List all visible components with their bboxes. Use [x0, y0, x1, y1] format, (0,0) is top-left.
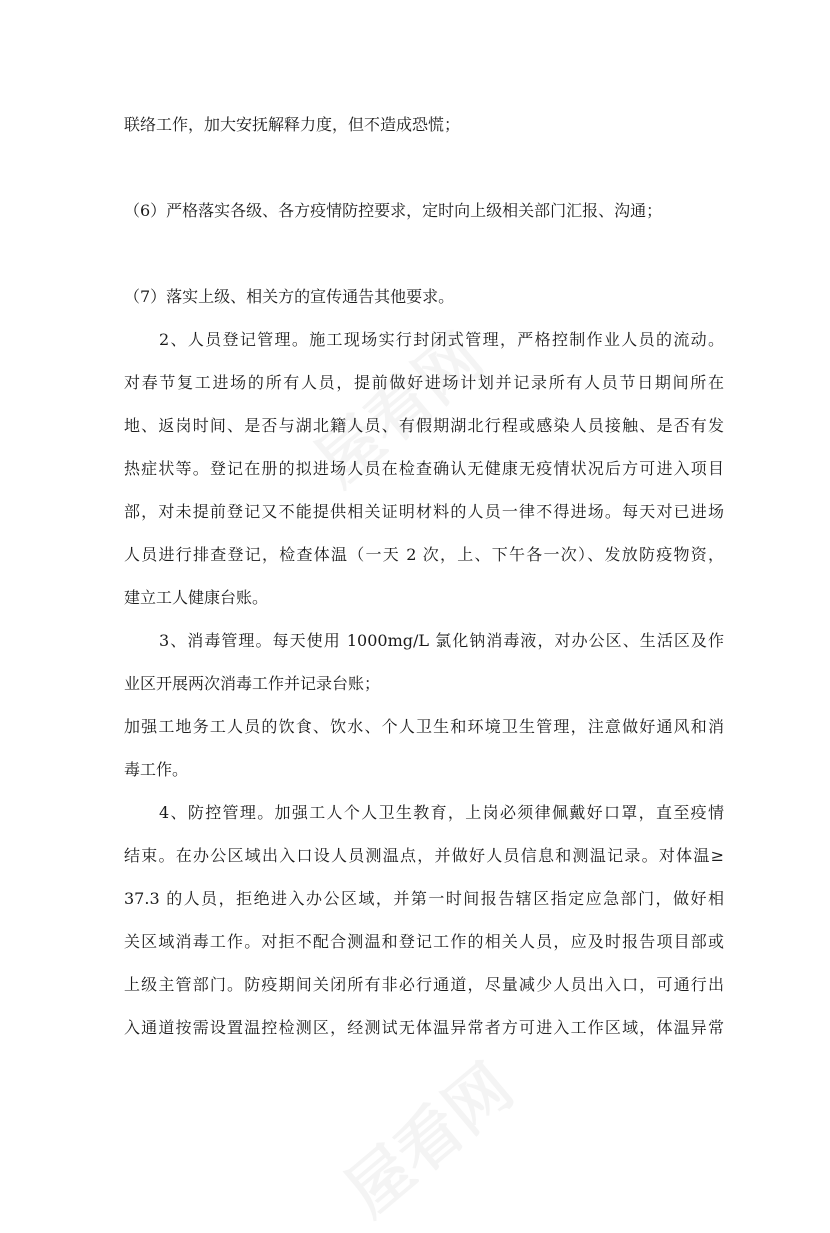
list-item: （6）严格落实各级、各方疫情防控要求，定时向上级相关部门汇报、沟通； — [124, 201, 663, 220]
paragraph-line: 联络工作，加大安抚解释力度，但不造成恐慌； — [124, 115, 461, 134]
paragraph-line: 业区开展两次消毒工作并记录台账； — [124, 674, 381, 693]
paragraph-line: 地、返岗时间、是否与湖北籍人员、有假期湖北行程或感染人员接触、是否有发 — [124, 416, 724, 435]
paragraph-line: 3、消毒管理。每天使用 1000mg/L 氯化钠消毒液，对办公区、生活区及作 — [159, 631, 724, 650]
paragraph-line: 对春节复工进场的所有人员，提前做好进场计划并记录所有人员节日期间所在 — [124, 373, 724, 392]
paragraph-line: 37.3 的人员，拒绝进入办公区域，并第一时间报告辖区指定应急部门，做好相 — [124, 889, 724, 908]
paragraph-line: 结束。在办公区域出入口设人员测温点，并做好人员信息和测温记录。对体温≥ — [124, 846, 724, 865]
paragraph-line: 关区域消毒工作。对拒不配合测温和登记工作的相关人员，应及时报告项目部或 — [124, 932, 724, 951]
watermark — [323, 1039, 529, 1233]
paragraph-line: 毒工作。 — [124, 760, 189, 779]
paragraph-line: 入通道按需设置温控检测区，经测试无体温异常者方可进入工作区域，体温异常 — [124, 1018, 724, 1037]
paragraph-line: 热症状等。登记在册的拟进场人员在检查确认无健康无疫情状况后方可进入项目 — [124, 459, 724, 478]
paragraph-line: 建立工人健康台账。 — [124, 588, 269, 607]
paragraph-line: 部，对未提前登记又不能提供相关证明材料的人员一律不得进场。每天对已进场 — [124, 502, 724, 521]
paragraph-line: 加强工地务工人员的饮食、饮水、个人卫生和环境卫生管理，注意做好通风和消 — [124, 717, 724, 736]
paragraph-line: 人员进行排查登记，检查体温（一天 2 次，上、下午各一次）、发放防疫物资， — [124, 545, 724, 564]
paragraph-line: 4、防控管理。加强工人个人卫生教育，上岗必须律佩戴好口罩，直至疫情 — [159, 803, 724, 822]
list-item: （7）落实上级、相关方的宣传通告其他要求。 — [124, 287, 455, 306]
paragraph-line: 2、人员登记管理。施工现场实行封闭式管理，严格控制作业人员的流动。 — [159, 330, 724, 349]
paragraph-line: 上级主管部门。防疫期间关闭所有非必行通道，尽量减少人员出入口，可通行出 — [124, 975, 724, 994]
